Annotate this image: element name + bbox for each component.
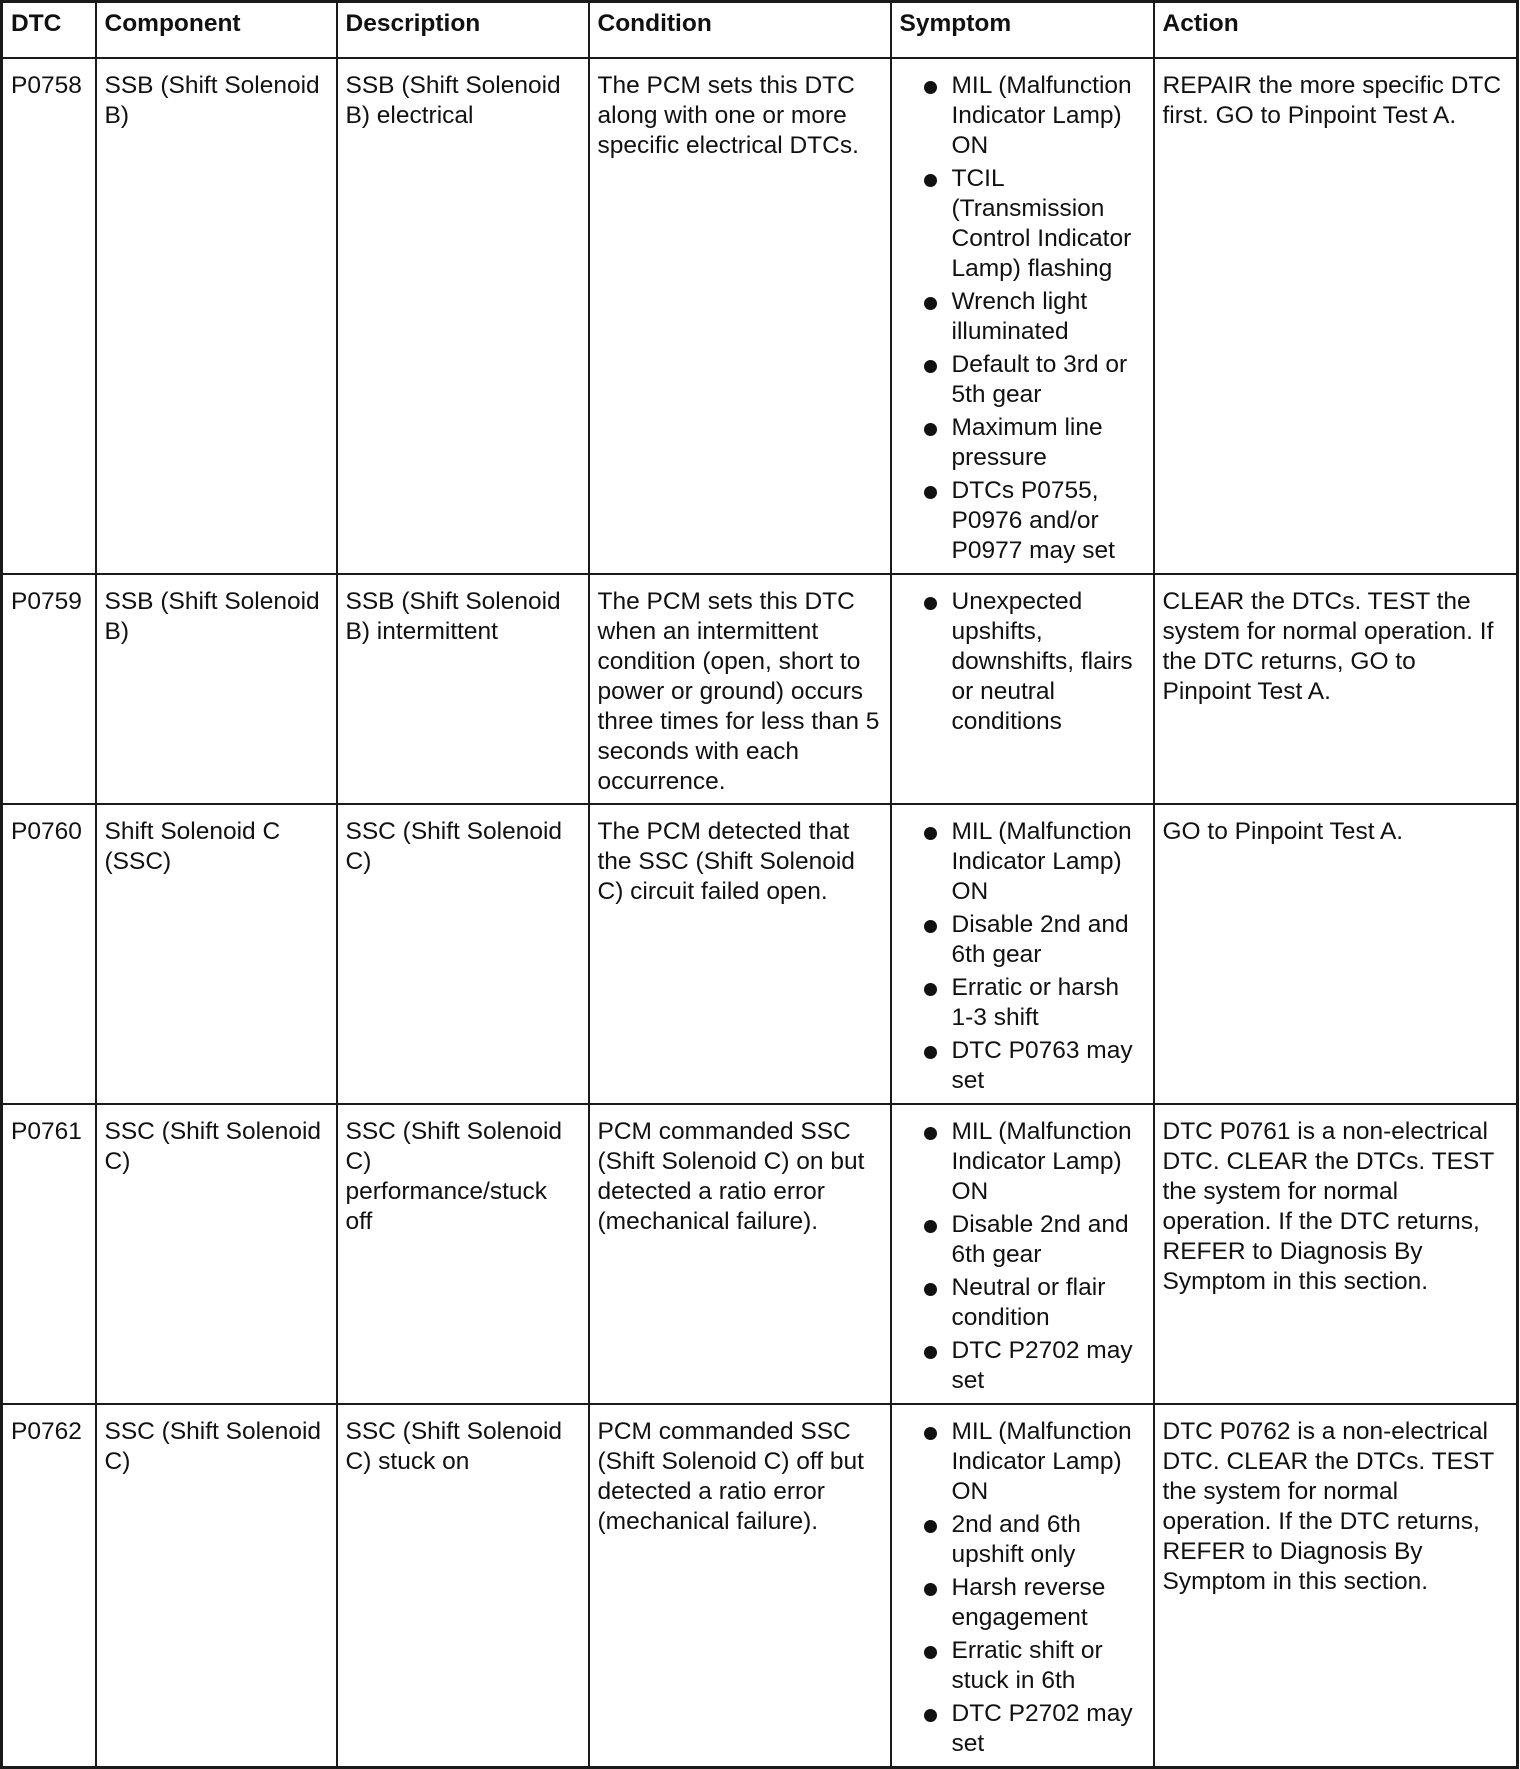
bullet-icon [924, 1283, 937, 1296]
symptom-item [900, 973, 1145, 1033]
symptom-text: Neutral or flair condition [951, 1274, 1106, 1331]
bullet-icon [924, 81, 937, 94]
symptom-text: Default to 3rd or 5th gear [951, 351, 1128, 408]
symptom-list [900, 1117, 1145, 1396]
cell-symptom [891, 58, 1154, 574]
bullet-icon [924, 486, 937, 499]
symptom-item [900, 1210, 1145, 1270]
bullet-icon [924, 297, 937, 310]
bullet-icon [924, 174, 937, 187]
bullet-icon [924, 827, 937, 840]
symptom-text: Erratic shift or stuck in 6th [951, 1637, 1103, 1694]
cell-dtc: P0760 [2, 804, 96, 1104]
symptom-text: Disable 2nd and 6th gear [951, 1211, 1129, 1268]
symptom-item [900, 1636, 1145, 1696]
cell-component: SSC (Shift Solenoid C) [96, 1404, 337, 1768]
header-action: Action [1154, 2, 1518, 59]
symptom-item [900, 1510, 1145, 1570]
symptom-item [900, 1573, 1145, 1633]
cell-description: SSC (Shift Solenoid C) performance/stuck off [337, 1104, 589, 1404]
symptom-text: DTC P0763 may set [951, 1037, 1133, 1094]
cell-condition: The PCM sets this DTC when an intermittent condition (open, short to power or ground) occurs three times for less than 5 seconds with each occurrence. [589, 574, 891, 804]
table-header-row [2, 2, 1518, 59]
symptom-text: MIL (Malfunction Indicator Lamp) ON [951, 72, 1132, 159]
bullet-icon [924, 1583, 937, 1596]
symptom-text: Erratic or harsh 1-3 shift [951, 974, 1119, 1031]
bullet-icon [924, 1220, 937, 1233]
cell-condition: The PCM sets this DTC along with one or more specific electrical DTCs. [589, 58, 891, 574]
cell-symptom [891, 1104, 1154, 1404]
bullet-icon [924, 597, 937, 610]
table-row [2, 1104, 1518, 1404]
cell-description: SSB (Shift Solenoid B) intermittent [337, 574, 589, 804]
header-symptom: Symptom [891, 2, 1154, 59]
symptom-list [900, 587, 1145, 737]
cell-symptom [891, 574, 1154, 804]
table-row [2, 58, 1518, 574]
cell-description: SSC (Shift Solenoid C) stuck on [337, 1404, 589, 1768]
symptom-text: TCIL (Transmission Control Indicator Lamp) flashing [951, 165, 1132, 282]
symptom-text: 2nd and 6th upshift only [951, 1511, 1081, 1568]
cell-component: Shift Solenoid C (SSC) [96, 804, 337, 1104]
bullet-icon [924, 983, 937, 996]
bullet-icon [924, 1520, 937, 1533]
bullet-icon [924, 1709, 937, 1722]
symptom-item [900, 1273, 1145, 1333]
symptom-item [900, 71, 1145, 161]
symptom-text: DTCs P0755, P0976 and/or P0977 may set [951, 477, 1115, 564]
cell-component: SSC (Shift Solenoid C) [96, 1104, 337, 1404]
cell-dtc: P0759 [2, 574, 96, 804]
cell-description: SSC (Shift Solenoid C) [337, 804, 589, 1104]
symptom-text: Wrench light illuminated [951, 288, 1088, 345]
symptom-item [900, 287, 1145, 347]
symptom-text: Harsh reverse engagement [951, 1574, 1106, 1631]
bullet-icon [924, 423, 937, 436]
header-condition: Condition [589, 2, 891, 59]
symptom-item [900, 164, 1145, 284]
header-description: Description [337, 2, 589, 59]
cell-component: SSB (Shift Solenoid B) [96, 574, 337, 804]
symptom-item [900, 413, 1145, 473]
symptom-item [900, 1417, 1145, 1507]
bullet-icon [924, 1127, 937, 1140]
cell-symptom [891, 1404, 1154, 1768]
symptom-item [900, 1336, 1145, 1396]
bullet-icon [924, 920, 937, 933]
symptom-item [900, 1117, 1145, 1207]
cell-dtc: P0761 [2, 1104, 96, 1404]
cell-description: SSB (Shift Solenoid B) electrical [337, 58, 589, 574]
bullet-icon [924, 1046, 937, 1059]
symptom-item [900, 350, 1145, 410]
cell-action: DTC P0762 is a non-electrical DTC. CLEAR the DTCs. TEST the system for normal operation. If the DTC returns, REFER to Diagnosis By Symptom in this section. [1154, 1404, 1518, 1768]
bullet-icon [924, 1646, 937, 1659]
header-dtc: DTC [2, 2, 96, 59]
cell-action: GO to Pinpoint Test A. [1154, 804, 1518, 1104]
symptom-list [900, 817, 1145, 1096]
cell-action: REPAIR the more specific DTC first. GO to Pinpoint Test A. [1154, 58, 1518, 574]
cell-action: CLEAR the DTCs. TEST the system for normal operation. If the DTC returns, GO to Pinpoint Test A. [1154, 574, 1518, 804]
symptom-text: MIL (Malfunction Indicator Lamp) ON [951, 1418, 1132, 1505]
cell-condition: The PCM detected that the SSC (Shift Solenoid C) circuit failed open. [589, 804, 891, 1104]
symptom-text: MIL (Malfunction Indicator Lamp) ON [951, 1118, 1132, 1205]
table-row [2, 574, 1518, 804]
symptom-text: Maximum line pressure [951, 414, 1103, 471]
cell-symptom [891, 804, 1154, 1104]
cell-dtc: P0762 [2, 1404, 96, 1768]
cell-condition: PCM commanded SSC (Shift Solenoid C) off but detected a ratio error (mechanical failure). [589, 1404, 891, 1768]
cell-condition: PCM commanded SSC (Shift Solenoid C) on but detected a ratio error (mechanical failure). [589, 1104, 891, 1404]
cell-component: SSB (Shift Solenoid B) [96, 58, 337, 574]
bullet-icon [924, 1346, 937, 1359]
symptom-item [900, 1699, 1145, 1759]
cell-dtc: P0758 [2, 58, 96, 574]
symptom-item [900, 476, 1145, 566]
symptom-text: DTC P2702 may set [951, 1700, 1133, 1757]
symptom-text: Unexpected upshifts, downshifts, flairs or neutral conditions [951, 588, 1133, 735]
cell-action: DTC P0761 is a non-electrical DTC. CLEAR the DTCs. TEST the system for normal operation. If the DTC returns, REFER to Diagnosis By Symptom in this section. [1154, 1104, 1518, 1404]
symptom-text: DTC P2702 may set [951, 1337, 1133, 1394]
symptom-item [900, 587, 1145, 737]
table-row [2, 804, 1518, 1104]
symptom-item [900, 1036, 1145, 1096]
table-row [2, 1404, 1518, 1768]
bullet-icon [924, 360, 937, 373]
symptom-text: MIL (Malfunction Indicator Lamp) ON [951, 818, 1132, 905]
symptom-list [900, 71, 1145, 566]
symptom-list [900, 1417, 1145, 1759]
symptom-item [900, 817, 1145, 907]
symptom-text: Disable 2nd and 6th gear [951, 911, 1129, 968]
symptom-item [900, 910, 1145, 970]
bullet-icon [924, 1427, 937, 1440]
header-component: Component [96, 2, 337, 59]
